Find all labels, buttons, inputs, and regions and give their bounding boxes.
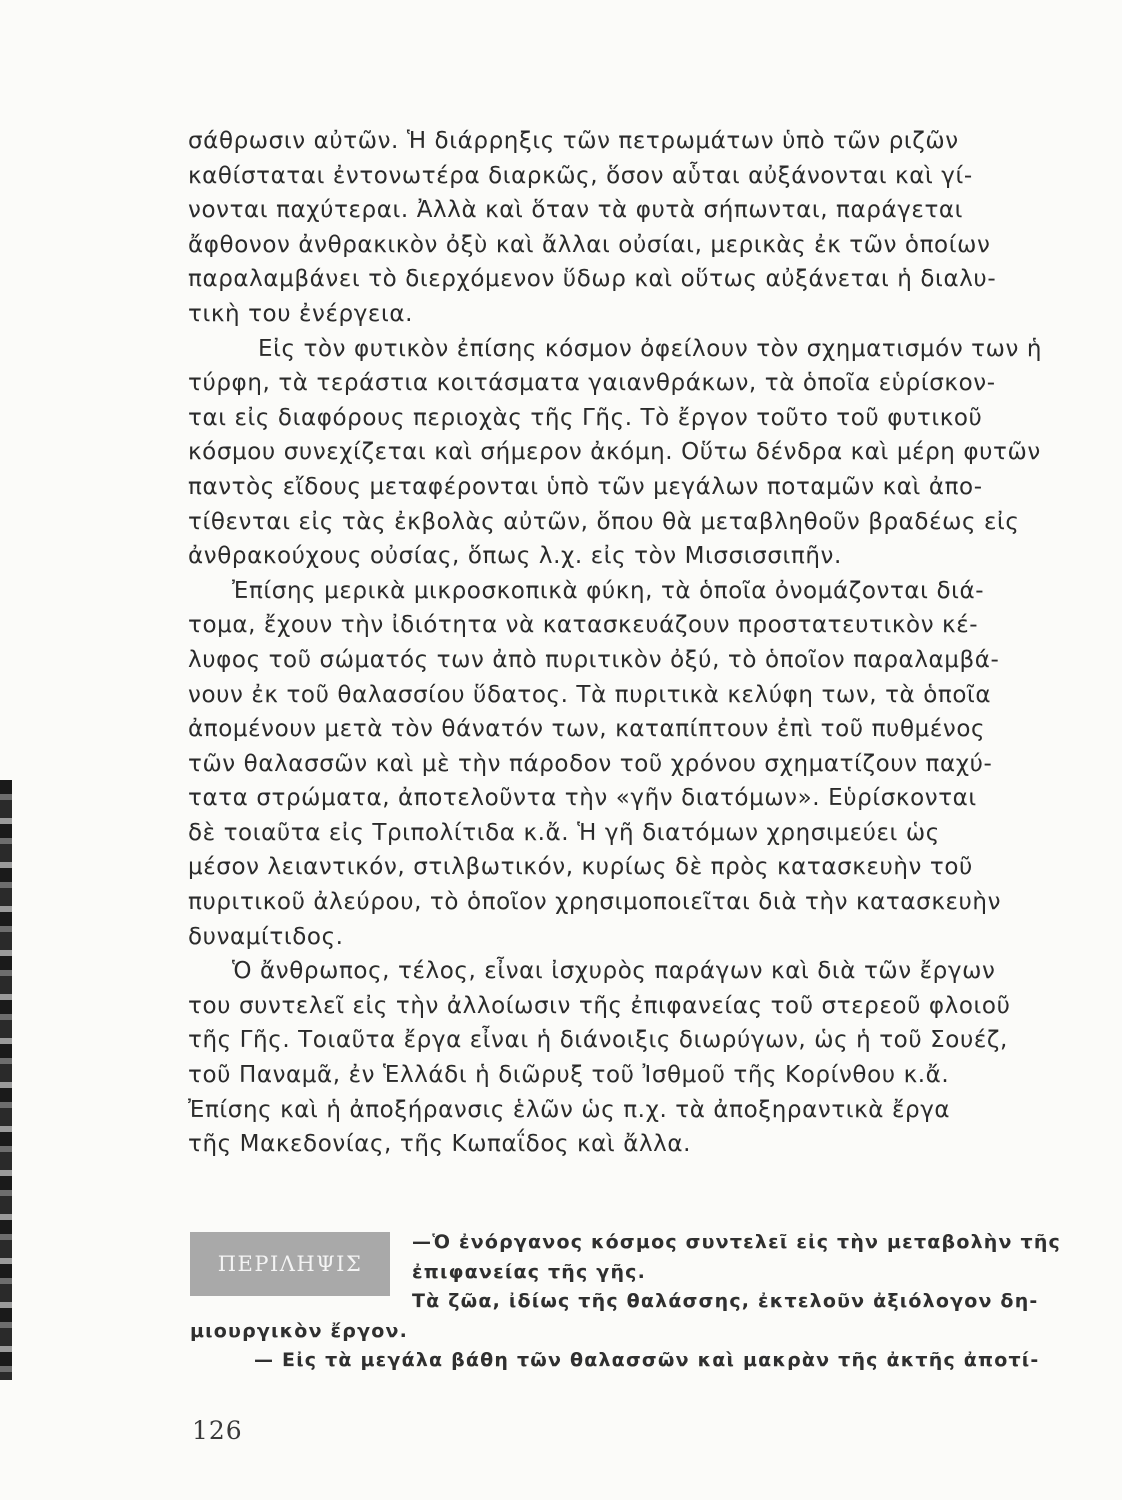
text-line: τύρφη, τὰ τεράστια κοιτάσματα γαιανθράκων, τὰ ὁποῖα εὑρίσκον- (188, 370, 996, 397)
main-text (188, 124, 1096, 1162)
text-line: καθίσταται ἐντονωτέρα διαρκῶς, ὅσον αὗται αὐξάνονται καὶ γί- (188, 162, 973, 189)
scan-edge-artifact (0, 780, 12, 1380)
text-line: λυφος τοῦ σώματός των ἀπὸ πυριτικὸν ὀξύ, τὸ ὁποῖον παραλαμβά- (188, 646, 1000, 673)
text-line: τῆς Μακεδονίας, τῆς Κωπαΐδος καὶ ἄλλα. (188, 1131, 692, 1158)
text-line: μέσον λειαντικόν, στιλβωτικόν, κυρίως δὲ πρὸς κατασκευὴν τοῦ (188, 854, 973, 881)
summary-line: Τὰ ζῶα, ἰδίως τῆς θαλάσσης, ἐκτελοῦν ἀξιόλογον δη- (412, 1290, 1039, 1312)
summary-line: — Εἰς τὰ μεγάλα βάθη τῶν θαλασσῶν καὶ μακρὰν τῆς ἀκτῆς ἀποτί- (254, 1349, 1040, 1371)
text-line: ἀνθρακούχους οὐσίας, ὅπως λ.χ. εἰς τὸν Μισσισσιπῆν. (188, 543, 842, 570)
text-line: κόσμου συνεχίζεται καὶ σήμερον ἀκόμη. Οὕτω δένδρα καὶ μέρη φυτῶν (188, 439, 1041, 466)
text-line: τῶν θαλασσῶν καὶ μὲ τὴν πάροδον τοῦ χρόνου σχηματίζουν παχύ- (188, 750, 993, 777)
text-line: παραλαμβάνει τὸ διερχόμενον ὕδωρ καὶ οὕτως αὐξάνεται ἡ διαλυ- (188, 266, 997, 293)
text-line: πυριτικοῦ ἀλεύρου, τὸ ὁποῖον χρησιμοποιεῖται διὰ τὴν κατασκευὴν (188, 889, 1002, 916)
text-line: ται εἰς διαφόρους περιοχὰς τῆς Γῆς. Τὸ ἔργον τοῦτο τοῦ φυτικοῦ (188, 404, 983, 431)
summary-line: —Ὁ ἐνόργανος κόσμος συντελεῖ εἰς τὴν μεταβολὴν τῆς (412, 1231, 1062, 1253)
text-line: τοῦ Παναμᾶ, ἐν Ἑλλάδι ἡ διῶρυξ τοῦ Ἰσθμοῦ τῆς Κορίνθου κ.ἄ. (188, 1062, 950, 1089)
text-line: Ἐπίσης καὶ ἡ ἀποξήρανσις ἑλῶν ὡς π.χ. τὰ ἀποξηραντικὰ ἔργα (188, 1096, 951, 1123)
text-line: νουν ἐκ τοῦ θαλασσίου ὕδατος. Τὰ πυριτικὰ κελύφη των, τὰ ὁποῖα (188, 681, 992, 708)
text-line: δὲ τοιαῦτα εἰς Τριπολίτιδα κ.ἄ. Ἡ γῆ διατόμων χρησιμεύει ὡς (188, 819, 940, 846)
text-line: τατα στρώματα, ἀποτελοῦντα τὴν «γῆν διατόμων». Εὑρίσκονται (188, 785, 977, 812)
text-line: παντὸς εἴδους μεταφέρονται ὑπὸ τῶν μεγάλων ποταμῶν καὶ ἀπο- (188, 473, 983, 500)
text-line: τικὴ του ἐνέργεια. (188, 300, 414, 327)
text-line: τομα, ἔχουν τὴν ἰδιότητα νὰ κατασκευάζουν προστατευτικὸν κέ- (188, 612, 979, 639)
text-line: σάθρωσιν αὐτῶν. Ἡ διάρρηξις τῶν πετρωμάτων ὑπὸ τῶν ριζῶν (188, 128, 959, 154)
text-line: του συντελεῖ εἰς τὴν ἀλλοίωσιν τῆς ἐπιφανείας τοῦ στερεοῦ φλοιοῦ (188, 992, 1011, 1019)
summary-line: ἐπιφανείας τῆς γῆς. (412, 1260, 647, 1283)
text-line: Εἰς τὸν φυτικὸν ἐπίσης κόσμον ὀφείλουν τὸν σχηματισμόν των ἡ (258, 335, 1043, 362)
summary-label: ΠΕΡΙΛΗΨΙΣ (190, 1232, 390, 1296)
text-line: δυναμίτιδος. (188, 923, 344, 950)
text-line: νονται παχύτεραι. Ἀλλὰ καὶ ὅταν τὰ φυτὰ σήπωνται, παράγεται (188, 197, 964, 224)
text-line: Ὁ ἄνθρωπος, τέλος, εἶναι ἰσχυρὸς παράγων καὶ διὰ τῶν ἔργων (232, 958, 996, 985)
page-number: 126 (192, 1416, 243, 1445)
text-line: τῆς Γῆς. Τοιαῦτα ἔργα εἶναι ἡ διάνοιξις διωρύγων, ὡς ἡ τοῦ Σουέζ, (188, 1027, 1008, 1054)
summary-line: μιουργικὸν ἔργον. (190, 1319, 409, 1342)
text-line: Ἐπίσης μερικὰ μικροσκοπικὰ φύκη, τὰ ὁποῖα ὀνομάζονται διά- (232, 577, 985, 604)
summary-text (190, 1228, 1094, 1376)
text-line: ἄφθονον ἀνθρακικὸν ὀξὺ καὶ ἄλλαι οὐσίαι, μερικὰς ἐκ τῶν ὁποίων (188, 231, 991, 258)
text-line: ἀπομένουν μετὰ τὸν θάνατόν των, καταπίπτουν ἐπὶ τοῦ πυθμένος (188, 716, 986, 743)
text-line: τίθενται εἰς τὰς ἐκβολὰς αὐτῶν, ὅπου θὰ μεταβληθοῦν βραδέως εἰς (188, 508, 1020, 535)
